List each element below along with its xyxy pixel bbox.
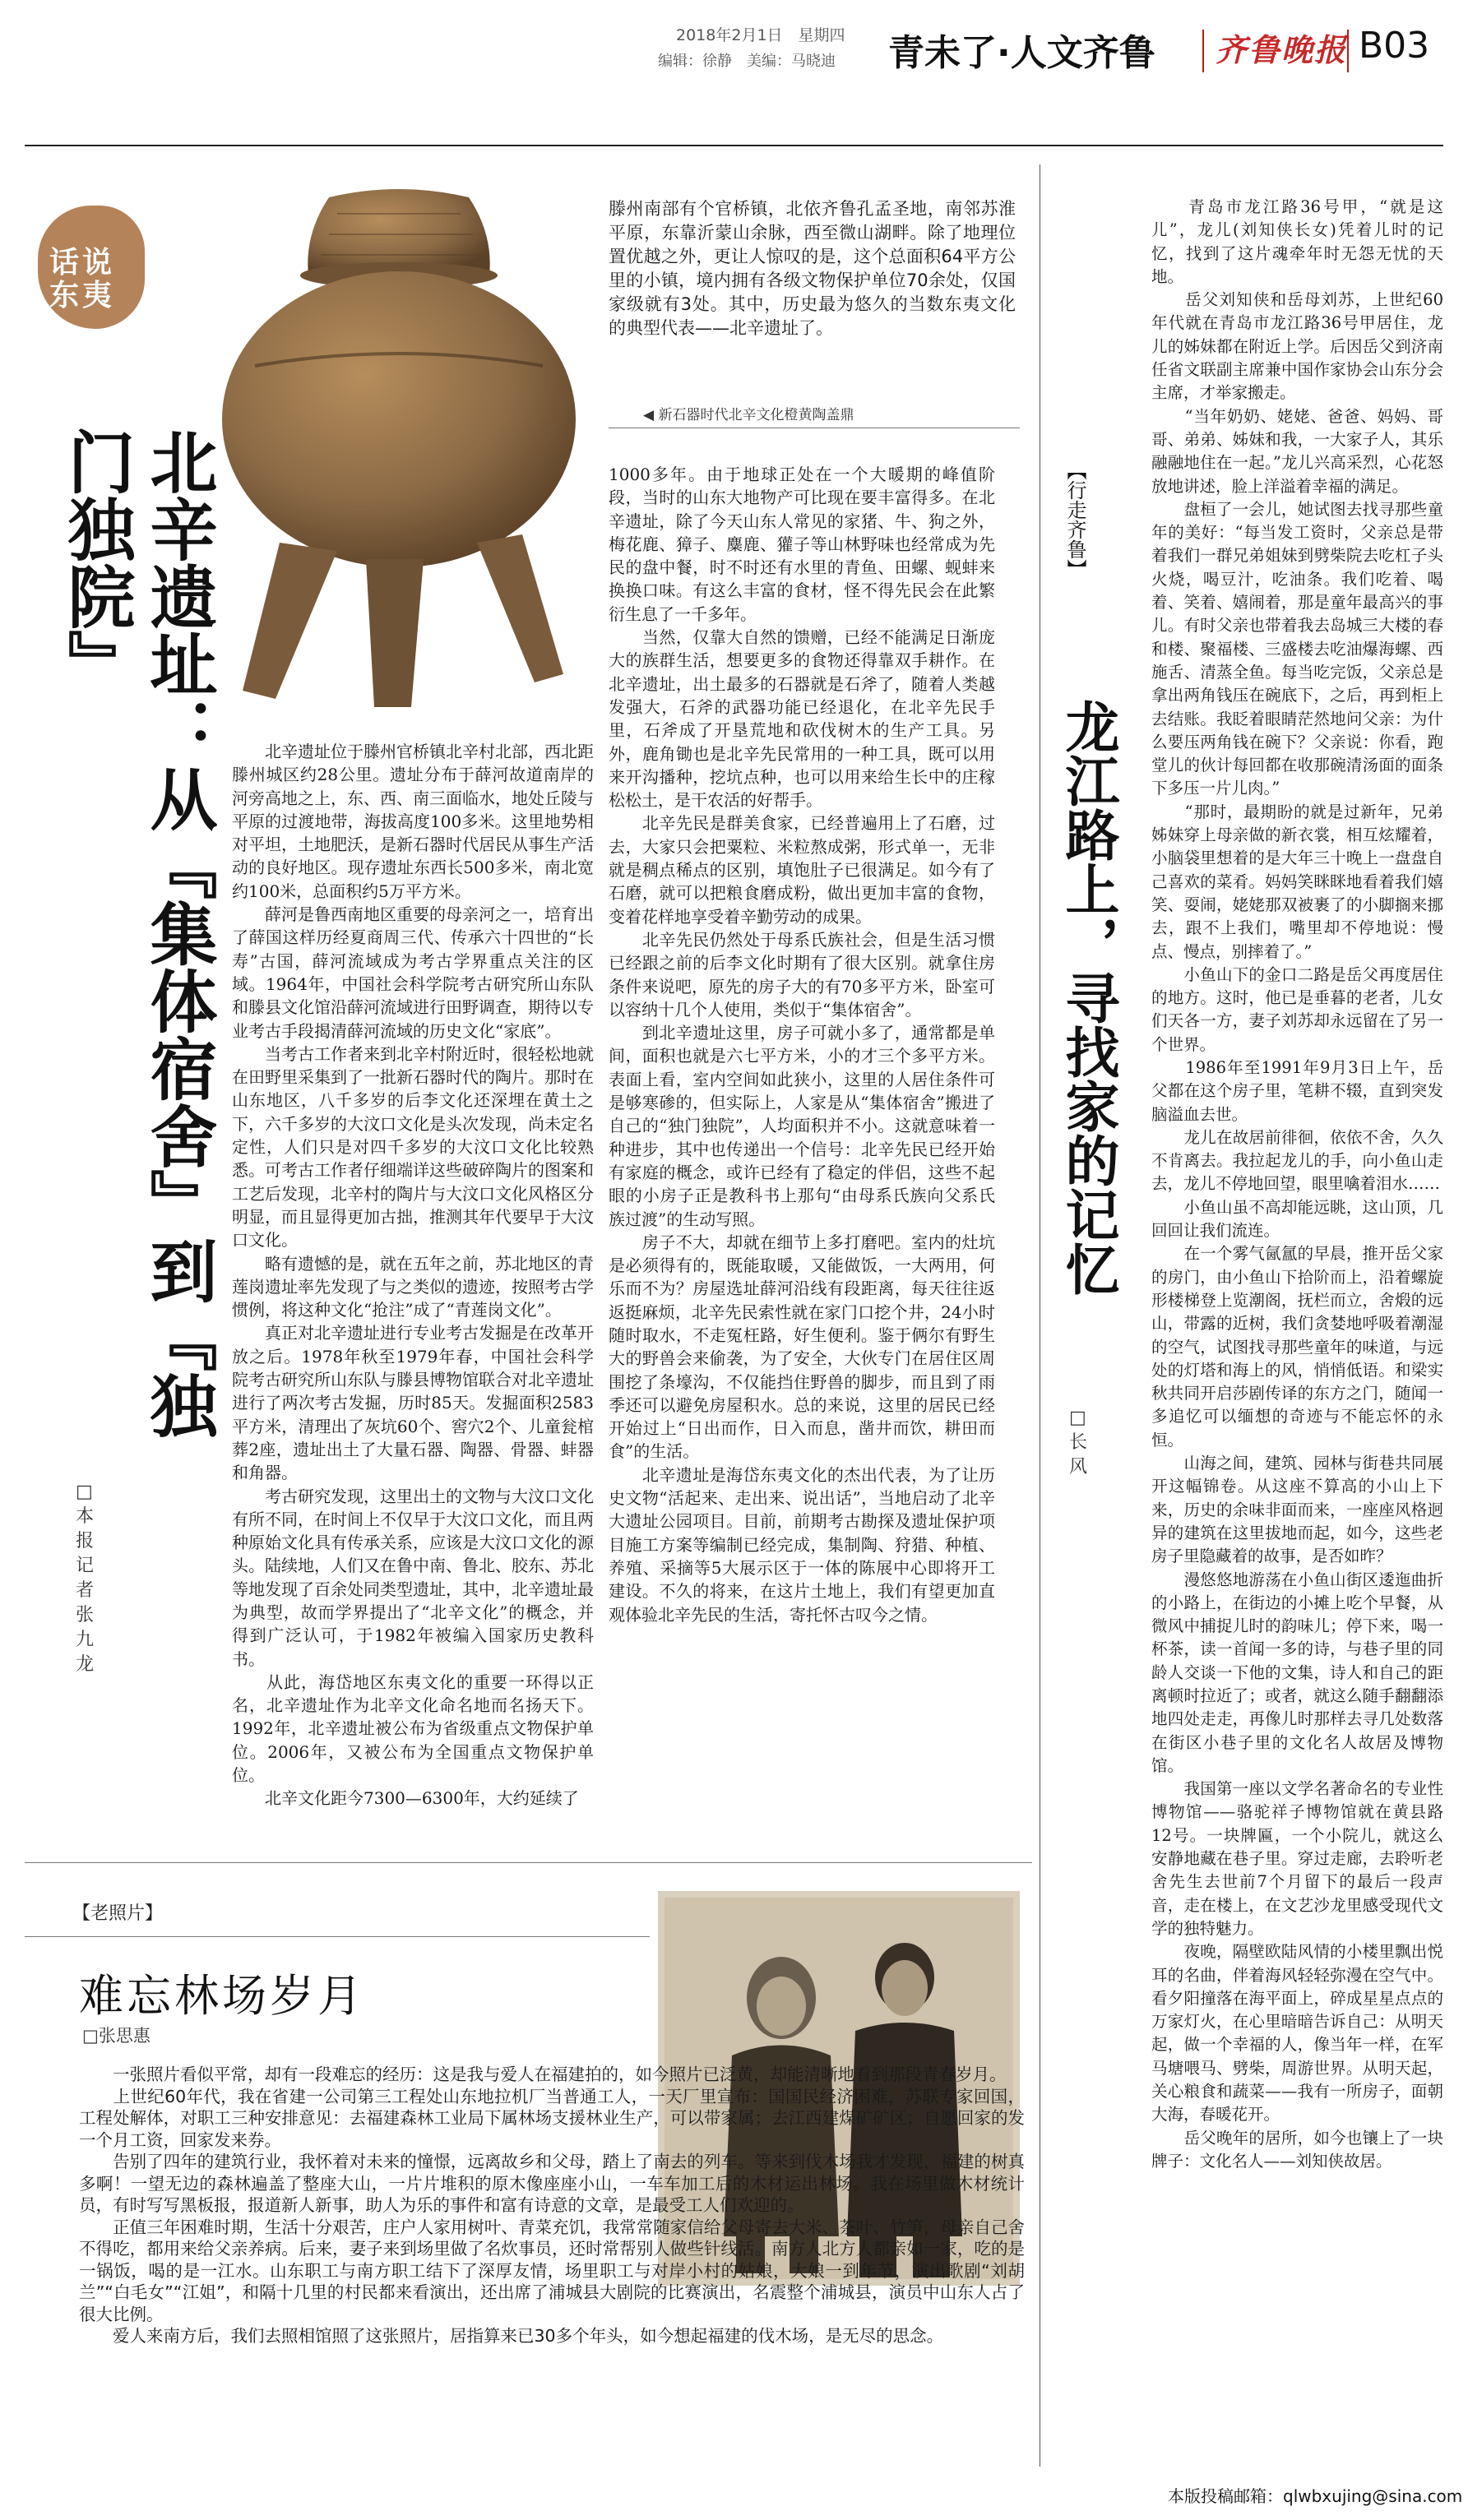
paper-logo: 齐鲁晚报 xyxy=(1216,31,1348,68)
header-rule xyxy=(25,145,1443,146)
header-date: 2018年2月1日 星期四 xyxy=(676,26,845,44)
article-column-2: 1000多年。由于地球正处在一个大暖期的峰值阶段，当时的山东大地物产可比现在要丰富得多。在北辛遗址，除了今天山东人常见的家猪、牛、狗之外，梅花鹿、獐子、麋鹿、獾子等山林野味也经常成为先民的盘中餐，时不时还有水里的青鱼、田螺、蚬蚌来换换口味。有这么丰富的食材，怪不得先民会在此繁衍生息了一千多年。 当然，仅靠大自然的馈赠，已经不能满足日渐庞大的族群生活，想要更多的食物还得靠双手耕作。在北辛遗址，出土最多的石器就是石斧了，随着人类越发强大，石斧的武器功能已经退化，在北辛先民手里，石斧成了开垦荒地和砍伐树木的生产工具。另外，鹿角锄也是北辛先民常用的一种工具，既可以用来开沟播种，挖坑点种，也可以用来给生长中的庄稼松松土，是干农活的好帮手。 北辛先民是群美食家，已经普遍用上了石磨，过去，大家只会把粟粒、米粒熬成粥，形式单一，无非就是稠点稀点的区别，填饱肚子已很满足。如今有了石磨，就可以把粮食磨成粉，做出更加丰富的食物，变着花样地享受着辛勤劳动的成果。 北辛先民仍然处于母系氏族社会，但是生活习惯已经跟之前的后李文化时期有了很大区别。就拿住房条件来说吧，原先的房子大的有70多平方米，卧室可以容纳十几个人使用，类似于“集体宿舍”。 到北辛遗址这里，房子可就小多了，通常都是单间，面积也就是六七平方米，小的才三个多平方米。表面上看，室内空间如此狭小，这里的人居住条件可是够寒碜的，但实际上，人家是从“集体宿舍”搬进了自己的“独门独院”，人均面积并不小。这就意味着一种进步，其中也传递出一个信号：北辛先民已经开始有家庭的概念，或许已经有了稳定的伴侣，这些不起眼的小房子正是教科书上那句“由母系氏族向父系氏族过渡”的生动写照。 房子不大，却就在细节上多打磨吧。室内的灶坑是必须得有的，既能取暖，又能做饭，一大两用，何乐而不为？房屋选址薛河沿线有段距离，每天往往返返挺麻烦，北辛先民索性就在家门口挖个井，24小时随时取水，不走冤枉路，好生便利。鉴于俩尔有野生大的野兽会来偷袭，为了安全，大伙专门在居住区周围挖了条壕沟，不仅能挡住野兽的脚步，而且到了雨季还可以避免房屋积水。总的来说，这里的居民已经开始过上“日出而作，日入而息，凿井而饮，耕田而食”的生活。 北辛遗址是海岱东夷文化的杰出代表，为了让历史文物“活起来、走出来、说出话”，当地启动了北辛大遗址公园项目。目前，前期考古勘探及遗址保护项目施工方案等编制已经完成，集制陶、狩猎、种植、养殖、采摘等5大展示区于一体的陈展中心即将开工建设。不久的将来，在这片土地上，我们有望更加直观体验北辛先民的生活，寄托怀古叹今之情。 xyxy=(609,465,995,1625)
bottom-article-body-top: 一张照片看似平常，却有一段难忘的经历：这是我与爱人在福建拍的，如今照片已泛黄，却能清晰地看到那段青春岁月。 上世纪60年代，我在省建一公司第三工程处山东地拉机厂当普通工人，一天厂里宣布：国国民经济困难，苏联专家回国，工程处解体，对职工三种安排意见：去福建森林工业局下属林场支援林业生产，可以带家属；去江西建煤矿矿区；自愿回家的发一个月工资，回家发来券。 告别了四年的建筑行业，我怀着对未来的憧憬，远离故乡和父母，踏上了南去的列车。等来到伐木场我才发现，福建的树真多啊！一望无边的森林遍盖了整座大山，一片片堆积的原木像座座小山，一车车加工后的木材运出林场。我在场里做木材统计员，有时写写黑板报，报道新人新事，助人为乐的事件和富有诗意的文章，是最受工人们欢迎的。 正值三年困难时期，生活十分艰苦，庄户人家用树叶、青菜充饥，我常常随家信给父母寄去大米、茶叶、竹笋，母亲自己舍不得吃，都用来给父亲养病。后来，妻子来到场里做了名炊事员，还时常帮别人做些针线活。南方人北方人都亲如一家，吃的是一锅饭，喝的是一江水。山东职工与南方职工结下了深厚友情，场里职工与对岸小村的姑娘，大娘一到年节，演出歌剧“刘胡兰”“白毛女”“江姐”，和隔十几里的村民都来看演出，还出席了浦城县大剧院的比赛演出，名震整个浦城县，演员中山东人占了很大比例。 爱人来南方后，我们去照相馆照了这张照片，居指算来已30多个年头，如今想起福建的伐木场，是无尽的思念。 xyxy=(79,2065,1025,2346)
header-editors: 编辑：徐静 美编：马晓迪 xyxy=(658,53,836,70)
header-divider-2 xyxy=(1347,30,1349,72)
bottom-section-rule xyxy=(25,1862,1032,1863)
bottom-title-rule xyxy=(25,1936,650,1937)
bottom-column-tag: 【老照片】 xyxy=(72,1903,164,1924)
right-article-body: 青岛市龙江路36号甲，“就是这儿”，龙儿(刘知侠长女)凭着儿时的记忆，找到了这片魂牵年时无怨无忧的天地。 岳父刘知侠和岳母刘苏，上世纪60年代就在青岛市龙江路36号甲居住，龙儿的姊妹都在附近上学。后因岳父到济南任省文联副主席兼中国作家协会山东分会主席，才举家搬走。 “当年奶奶、姥姥、爸爸、妈妈、哥哥、弟弟、姊妹和我，一大家子人，其乐融融地住在一起。”龙儿兴高采烈，心花怒放地讲述，脸上洋溢着幸福的满足。 盘桓了一会儿，她试图去找寻那些童年的美好：“每当发工资时，父亲总是带着我们一群兄弟姐妹到劈柴院去吃杠子头火烧，喝豆汁，吃油条。我们吃着、喝着、笑着、嬉闹着，那是童年最高兴的事儿。有时父亲也带着我去岛城三大楼的春和楼、聚福楼、三盛楼去吃油爆海螺、西施舌、清蒸全鱼。每当吃完饭，父亲总是拿出两角钱压在碗底下，之后，再到柜上去结账。我眨着眼睛茫然地问父亲：为什么要压两角钱在碗下？父亲说：你看，跑堂儿的伙计每回都在收那碗清汤面的面条下多压一片儿肉。” “那时，最期盼的就是过新年，兄弟姊妹穿上母亲做的新衣裳，相互炫耀着，小脑袋里想着的是大年三十晚上一盘盘自己喜欢的菜肴。妈妈笑眯眯地看着我们嬉笑、耍闹，姥姥那双被裹了的小脚搁来挪去，跟不上我们，嘴里却不停地说：慢点、慢点，别摔着了。” 小鱼山下的金口二路是岳父再度居住的地方。这时，他已是垂暮的老者，儿女们天各一方，妻子刘苏却永远留在了另一个世界。 1986年至1991年9月3日上午，岳父都在这个房子里，笔耕不辍，直到突发脑溢血去世。 龙儿在故居前徘徊，依依不舍，久久不肯离去。我拉起龙儿的手，向小鱼山走去，龙儿不停地回望，眼里噙着泪水…… 小鱼山虽不高却能远眺，这山顶，几回回让我们流连。 在一个雾气氤氲的早晨，推开岳父家的房门，由小鱼山下拾阶而上，沿着螺旋形楼梯登上览潮阁，抚栏而立，舍煅的远山，带露的近树，我们贪婪地呼吸着潮湿的空气，试图找寻那些童年的味道，与远处的灯塔和海上的风，悄悄低语。和梁实秋共同开启莎剧传译的东方之门，随闻一多追忆可以缅想的奇迹与不能忘怀的永恒。 山海之间，建筑、园林与街巷共同展开这幅锦卷。从这座不算高的小山上下来，历史的余味非面而来，一座座风格迥异的建筑在这里拔地而起，如今，这些老房子里隐藏着的故事，是否如昨？ 漫悠悠地游荡在小鱼山街区逶迤曲折的小路上，在街边的小摊上吃个早餐，从微风中捕捉儿时的韵味儿；停下来，喝一杯茶，读一首闻一多的诗，与巷子里的同龄人交谈一下他的文集，诗人和自己的距离顿时拉近了；或者，就这么随手翻翻添地四处走走，再像儿时那样去寻几处数落在街区小巷子里的文化名人故居及博物馆。 我国第一座以文学名著命名的专业性博物馆——骆驼祥子博物馆就在黄县路12号。一块牌匾，一个小院儿，就这么安静地藏在巷子里。穿过走廊，去聆听老舍先生去世前7个月留下的最后一段声音，走在楼上，在文艺沙龙里感受现代文学的独特魅力。 夜晚，隔壁欧陆风情的小楼里飘出悦耳的名曲，伴着海风轻轻弥漫在空气中。看夕阳撞落在海平面上，碎成星星点点的万家灯火，在心里暗暗告诉自己：从明天起，做一个幸福的人，像当年一样，在军马塘喂马、劈柴，周游世界。从明天起，关心粮食和蔬菜——我有一所房子，面朝大海，春暖花开。 岳父晚年的居所，如今也镶上了一块牌子：文化名人——刘知侠故居。 xyxy=(1151,197,1443,2171)
bottom-article-title: 难忘林场岁月 xyxy=(79,1970,365,2022)
article-title: 北辛遗址：从『集体宿舍』到『独门独院』 xyxy=(57,428,217,1439)
footer-email: 本版投稿邮箱：qlwbxujing@sina.com xyxy=(1168,2486,1463,2506)
column-tag: 话说东夷 xyxy=(49,246,116,312)
right-column-tag: 【行走齐鲁】 xyxy=(1063,460,1086,579)
article-intro: 滕州南部有个官桥镇，北依齐鲁孔孟圣地，南邻苏淮平原，东靠沂蒙山余脉，西至微山湖畔。除了地理位置优越之外，更让人惊叹的是，这个总面积64平方公里的小镇，境内拥有各级文物保护单位70余处，仅国家级就有3处。其中，历史最为悠久的当数东夷文化的典型代表——北辛遗址了。 xyxy=(609,199,1016,338)
triangle-left-icon: ◀ xyxy=(643,407,659,423)
bottom-byline: □张思惠 xyxy=(82,2026,151,2046)
right-byline: □长风 xyxy=(1069,1408,1088,1477)
right-article-title: 龙江路上，寻找家的记忆 xyxy=(1056,699,1119,1296)
header-divider xyxy=(1202,30,1204,72)
image-caption xyxy=(643,403,854,423)
page-number: B03 xyxy=(1359,25,1430,67)
byline: □本报记者 张九龙 xyxy=(76,1482,113,1675)
section-title: 青未了·人文齐鲁 xyxy=(888,32,1155,74)
tripod-vessel-image xyxy=(206,189,592,715)
article-column-1: 北辛遗址位于滕州官桥镇北辛村北部，西北距滕州城区约28公里。遗址分布于薛河故道南岸的河旁高地之上，东、西、南三面临水，地处丘陵与平原的过渡地带，海拔高度100多米。这里地势相对平坦，土地肥沃，是新石器时代居民从事生产活动的良好地区。现存遗址东西长500多米，南北宽约100米，总面积约5万平方米。 薛河是鲁西南地区重要的母亲河之一，培育出了薛国这样历经夏商周三代、传承六十四世的“长寿”古国，薛河流域成为考古学界重点关注的区域。1964年，中国社会科学院考古研究所山东队和滕县文化馆沿薛河流域进行田野调查，期待以专业考古手段揭清薛河流域的历史文化“家底”。 当考古工作者来到北辛村附近时，很轻松地就在田野里采集到了一批新石器时代的陶片。那时在山东地区，八千多岁的后李文化还深埋在黄土之下，六千多岁的大汶口文化是头次发现，尚未定名定性，人们只是对四千多岁的大汶口文化比较熟悉。可考古工作者仔细端详这些破碎陶片的图案和工艺后发现，北辛村的陶片与大汶口文化风格区分明显，而且显得更加古拙，推测其年代要早于大汶口文化。 略有遗憾的是，就在五年之前，苏北地区的青莲岗遗址率先发现了与之类似的遗迹，按照考古学惯例，将这种文化“抢注”成了“青莲岗文化”。 真正对北辛遗址进行专业考古发掘是在改革开放之后。1978年秋至1979年春，中国社会科学院考古研究所山东队与滕县博物馆联合对北辛遗址进行了两次考古发掘，历时85天。发掘面积2583平方米，清理出了灰坑60个、窖穴2个、儿童瓮棺葬2座，遗址出土了大量石器、陶器、骨器、蚌器和角器。 考古研究发现，这里出土的文物与大汶口文化有所不同，在时间上不仅早于大汶口文化，而且两种原始文化具有传承关系，应该是大汶口文化的源头。陆续地，人们又在鲁中南、鲁北、胶东、苏北等地发现了百余处同类型遗址，其中，北辛遗址最为典型，故而学界提出了“北辛文化”的概念，并得到广泛认可，于1982年被编入国家历史教科书。 从此，海岱地区东夷文化的重要一环得以正名，北辛遗址作为北辛文化命名地而名扬天下。1992年，北辛遗址被公布为省级重点文物保护单位。2006年，又被公布为全国重点文物保护单位。 北辛文化距今7300—6300年，大约延续了 xyxy=(232,742,594,1809)
caption-text: 新石器时代北辛文化橙黄陶盖鼎 xyxy=(658,407,854,423)
